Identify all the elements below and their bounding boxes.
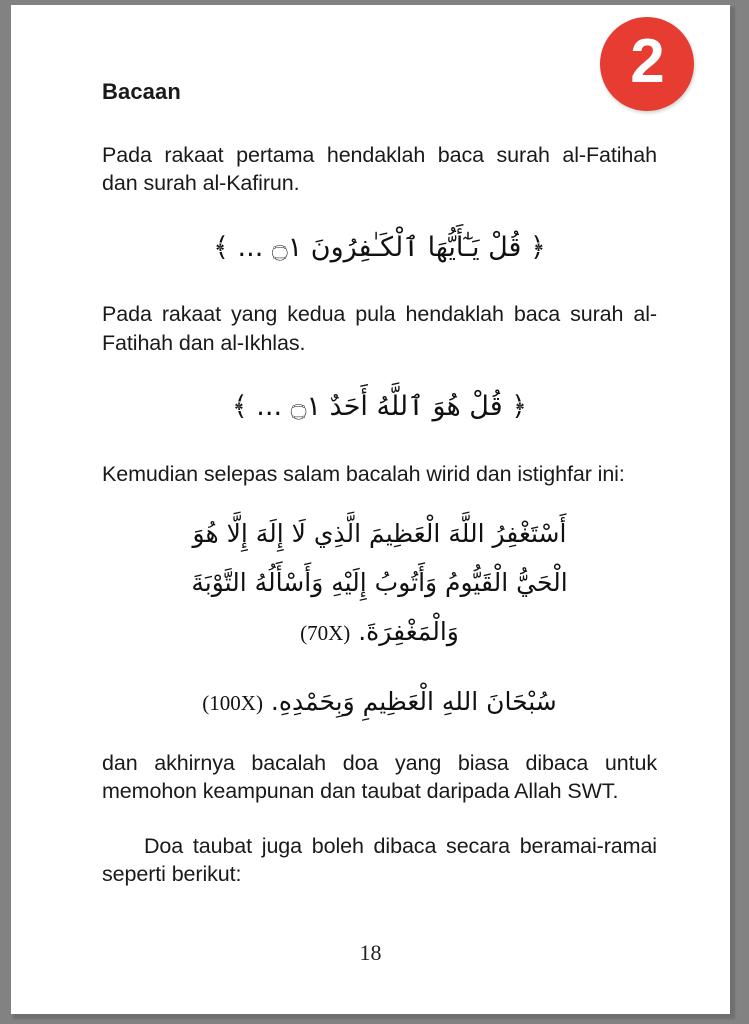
paragraph-doa-keampunan: dan akhirnya bacalah doa yang biasa dibaca untuk memohon keampunan dan taubat daripada Allah SWT.: [102, 751, 657, 804]
istighfar-repeat-count: (70X): [300, 620, 351, 645]
arabic-istighfar-line-3: [128, 608, 631, 657]
section-heading-bacaan: Bacaan: [102, 79, 181, 104]
paragraph-doa-beramai-ramai: Doa taubat juga boleh dibaca secara beramai-ramai seperti berikut:: [102, 833, 657, 887]
page-number: 18: [359, 940, 382, 965]
arabic-istighfar-line-2: الْحَيُّ الْقَيُّومُ وَأَتُوبُ إِلَيْهِ وَأَسْأَلُهُ التَّوْبَةَ: [191, 567, 568, 597]
arabic-istighfar-line-3-text: وَالْمَغْفِرَةَ.: [358, 616, 459, 646]
tasbih-repeat-count: (100X): [202, 691, 263, 716]
arabic-verse-al-ikhlas: ﴿ قُلْ هُوَ ٱللَّهُ أَحَدٌ ۝١ ... ﴾: [231, 391, 528, 423]
arabic-tasbih-block: [128, 678, 631, 727]
chapter-number-text: 2: [630, 27, 664, 96]
arabic-istighfar-block: [128, 510, 631, 656]
paragraph-rakaat-kedua: Pada rakaat yang kedua pula hendaklah baca surah al-Fatihah dan al-Ikhlas.: [102, 302, 657, 355]
book-page: [11, 5, 730, 1014]
arabic-verse-al-kafirun: ﴿ قُلْ يَـٰٓأَيُّهَا ٱلْكَـٰفِرُونَ ۝١ ... ﴾: [213, 231, 546, 263]
arabic-istighfar-line-1: أَسْتَغْفِرُ اللَّهَ الْعَظِيمَ الَّذِي لَا إِلَهَ إِلَّا هُوَ: [192, 519, 567, 549]
paragraph-wirid-istighfar: Kemudian selepas salam bacalah wirid dan istighfar ini:: [102, 461, 625, 486]
arabic-tasbih-line: [128, 678, 631, 727]
arabic-tasbih-text: سُبْحَانَ اللهِ الْعَظِيمِ وَبِحَمْدِهِ.: [270, 687, 557, 717]
page-content: [102, 79, 657, 915]
paragraph-rakaat-pertama: Pada rakaat pertama hendaklah baca surah al-Fatihah dan surah al-Kafirun.: [102, 143, 657, 196]
